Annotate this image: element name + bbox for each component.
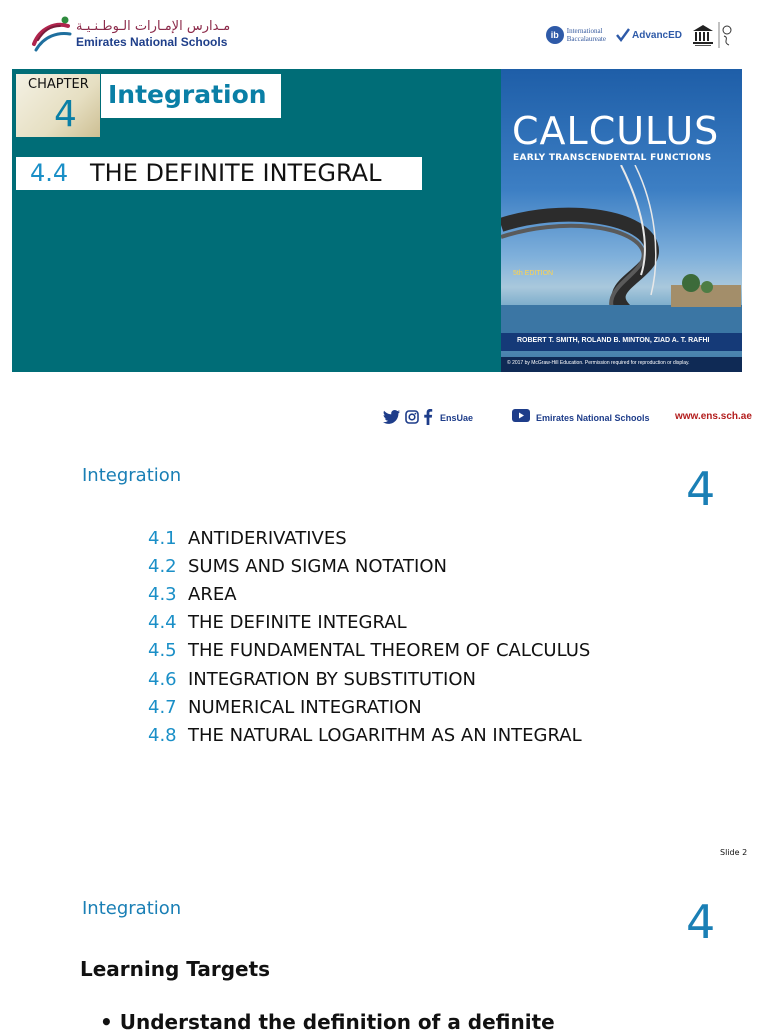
toc-item-number: 4.3 [148,583,177,605]
book-title: CALCULUS [512,109,720,153]
youtube-icon[interactable] [512,409,530,423]
book-authors-bar [501,333,742,351]
book-copyright-bar [501,357,742,372]
social-links [383,409,753,427]
toc-item-title: THE NATURAL LOGARITHM AS AN INTEGRAL [188,724,582,746]
ib-icon: ib [546,26,564,44]
slide2-chapter-number: 4 [686,462,716,516]
facebook-icon[interactable] [423,409,433,425]
toc-item[interactable] [148,693,590,721]
book-edition: 5th EDITION [513,270,554,277]
toc-item-number: 4.6 [148,668,177,690]
section-title-box [16,157,422,190]
toc-item-title: INTEGRATION BY SUBSTITUTION [188,668,476,690]
section-title: THE DEFINITE INTEGRAL [90,159,382,187]
toc-item[interactable] [148,552,590,580]
toc-item[interactable] [148,665,590,693]
toc-item-title: ANTIDERIVATIVES [188,527,347,549]
social-handle[interactable]: EnsUae [440,413,474,423]
slide3-chapter-number: 4 [686,895,716,949]
ib-line1: International [566,27,603,35]
slide-number-label: Slide 2 [720,848,748,857]
bridge-illustration [501,165,742,335]
book-cover [501,69,742,372]
twitter-icon[interactable] [383,409,401,425]
toc-item-number: 4.5 [148,640,177,662]
toc-item-number: 4.1 [148,527,177,549]
website-link[interactable]: www.ens.sch.ae [675,411,752,422]
section-number: 4.4 [30,159,69,187]
youtube-channel-link[interactable]: Emirates National Schools [536,413,650,423]
toc-item[interactable] [148,721,590,749]
advanced-check-icon [616,28,630,42]
page-header [0,0,768,68]
toc-item[interactable] [148,580,590,608]
chapter-badge [16,74,100,137]
ens-logo-text [76,19,230,50]
ens-swoosh-icon [30,14,72,54]
chapter-word: CHAPTER [28,77,89,92]
ens-logo-arabic: مـدارس الإمـارات الـوطـنـيـة [76,18,231,34]
ib-logo-text [567,27,606,43]
toc-item-number: 4.7 [148,696,177,718]
toc-item[interactable] [148,524,590,552]
unesco-logo [692,20,734,50]
learning-targets-title: Learning Targets [80,957,271,981]
book-authors: ROBERT T. SMITH, ROLAND B. MINTON, ZIAD A. T. RAFHI [517,337,710,344]
toc-item-title: SUMS AND SIGMA NOTATION [188,555,447,577]
unesco-emblem-icon [718,22,734,48]
chapter-title: Integration [108,80,267,109]
advanced-logo-text: AdvancED [631,29,682,41]
toc-item-number: 4.8 [148,724,177,746]
table-of-contents [148,524,590,750]
ens-logo-english: Emirates National Schools [76,34,228,49]
slide3-heading: Integration [82,898,182,919]
toc-item-number: 4.2 [148,555,177,577]
partner-logos [546,20,734,50]
chapter-title-box [101,74,281,118]
toc-item-number: 4.4 [148,612,177,634]
learning-target-item: • Understand the definition of a definite [100,1010,555,1034]
ens-logo[interactable] [30,14,230,54]
toc-item-title: THE FUNDAMENTAL THEOREM OF CALCULUS [188,640,591,662]
ib-line2: Baccalaureate [566,35,606,43]
instagram-icon[interactable] [405,409,419,425]
unesco-temple-icon [692,23,714,47]
ib-logo [546,26,606,44]
toc-item-title: THE DEFINITE INTEGRAL [188,612,407,634]
chapter-number: 4 [54,94,77,135]
slide2-heading: Integration [82,465,182,486]
toc-item-title: NUMERICAL INTEGRATION [188,696,422,718]
advanced-logo [616,28,682,42]
book-subtitle: EARLY TRANSCENDENTAL FUNCTIONS [513,153,712,163]
toc-item[interactable] [148,637,590,665]
toc-item-title: AREA [188,583,237,605]
toc-item[interactable] [148,609,590,637]
book-copyright: © 2017 by McGraw-Hill Education. Permission required for reproduction or display. [507,360,690,366]
chapter-banner [12,69,742,372]
